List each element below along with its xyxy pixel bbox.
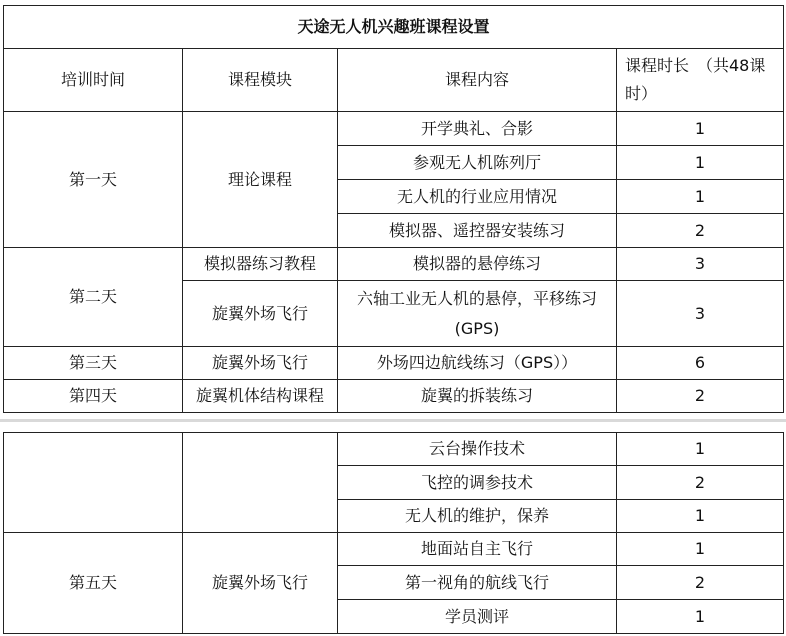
module-cell: 模拟器练习教程 bbox=[183, 248, 338, 281]
module-cell-empty bbox=[183, 433, 338, 533]
hours-cell: 2 bbox=[617, 566, 784, 600]
hours-cell: 2 bbox=[617, 380, 784, 413]
table-row bbox=[4, 248, 784, 281]
content-cell: 模拟器、遥控器安装练习 bbox=[338, 214, 617, 248]
content-cell: 参观无人机陈列厅 bbox=[338, 146, 617, 180]
content-cell: 开学典礼、合影 bbox=[338, 112, 617, 146]
table-row bbox=[4, 112, 784, 146]
hours-cell: 1 bbox=[617, 433, 784, 466]
day-cell: 第四天 bbox=[4, 380, 183, 413]
hours-cell: 1 bbox=[617, 500, 784, 533]
content-cell: 第一视角的航线飞行 bbox=[338, 566, 617, 600]
table-row bbox=[4, 433, 784, 466]
content-cell: 无人机的行业应用情况 bbox=[338, 180, 617, 214]
module-cell: 旋翼机体结构课程 bbox=[183, 380, 338, 413]
hours-cell: 3 bbox=[617, 248, 784, 281]
header-module: 课程模块 bbox=[183, 49, 338, 112]
content-cell: 六轴工业无人机的悬停，平移练习(GPS) bbox=[338, 281, 617, 347]
hours-cell: 1 bbox=[617, 146, 784, 180]
module-cell: 旋翼外场飞行 bbox=[183, 281, 338, 347]
content-cell: 外场四边航线练习（GPS）） bbox=[338, 347, 617, 380]
table-row bbox=[4, 533, 784, 566]
content-cell: 飞控的调参技术 bbox=[338, 466, 617, 500]
header-time: 培训时间 bbox=[4, 49, 183, 112]
day-cell: 第三天 bbox=[4, 347, 183, 380]
day-cell-empty bbox=[4, 433, 183, 533]
module-cell: 旋翼外场飞行 bbox=[183, 533, 338, 634]
header-content: 课程内容 bbox=[338, 49, 617, 112]
content-cell: 旋翼的拆装练习 bbox=[338, 380, 617, 413]
hours-cell: 1 bbox=[617, 533, 784, 566]
course-table-top bbox=[3, 5, 784, 413]
hours-cell: 3 bbox=[617, 281, 784, 347]
day-cell: 第一天 bbox=[4, 112, 183, 248]
table-row bbox=[4, 347, 784, 380]
hours-cell: 1 bbox=[617, 112, 784, 146]
content-cell: 地面站自主飞行 bbox=[338, 533, 617, 566]
hours-cell: 6 bbox=[617, 347, 784, 380]
content-cell: 无人机的维护，保养 bbox=[338, 500, 617, 533]
hours-cell: 1 bbox=[617, 180, 784, 214]
table-row bbox=[4, 380, 784, 413]
table-title: 天途无人机兴趣班课程设置 bbox=[4, 6, 784, 49]
module-cell: 旋翼外场飞行 bbox=[183, 347, 338, 380]
module-cell: 理论课程 bbox=[183, 112, 338, 248]
day-cell: 第五天 bbox=[4, 533, 183, 634]
page-break-divider bbox=[0, 416, 786, 426]
header-duration: 课程时长 （共48课时） bbox=[617, 49, 784, 112]
hours-cell: 2 bbox=[617, 214, 784, 248]
content-cell: 学员测评 bbox=[338, 600, 617, 634]
day-cell: 第二天 bbox=[4, 248, 183, 347]
course-table-bottom bbox=[3, 432, 784, 634]
content-cell: 云台操作技术 bbox=[338, 433, 617, 466]
content-cell: 模拟器的悬停练习 bbox=[338, 248, 617, 281]
hours-cell: 1 bbox=[617, 600, 784, 634]
hours-cell: 2 bbox=[617, 466, 784, 500]
